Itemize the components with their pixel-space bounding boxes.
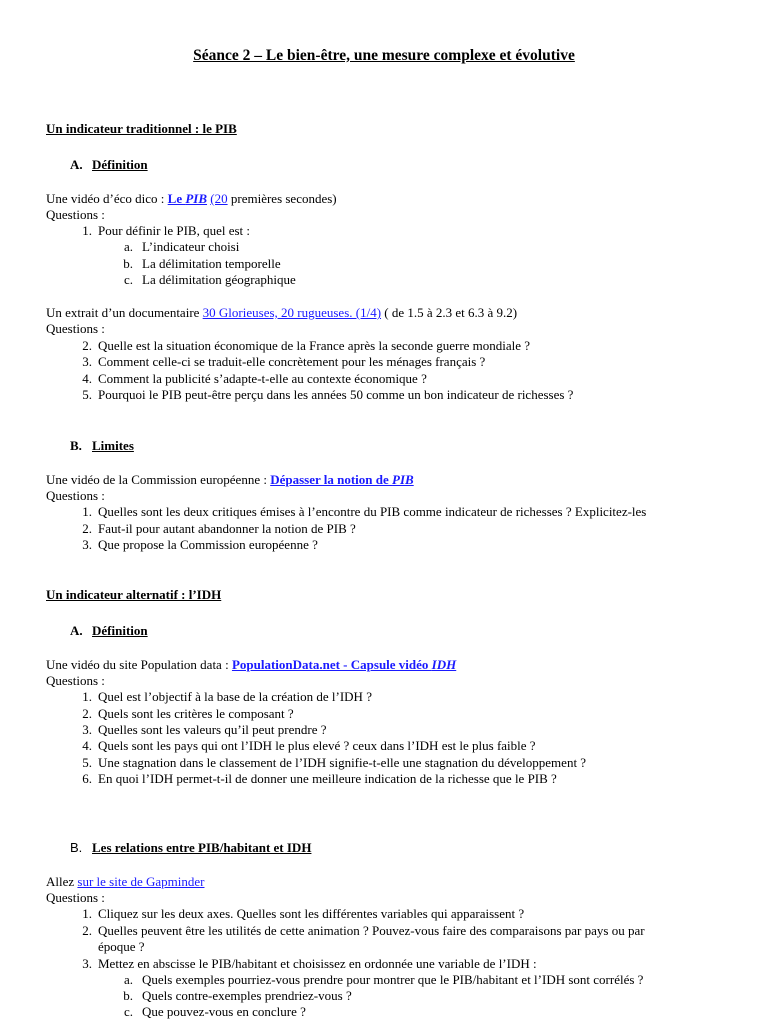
list-item-continuation: époque ? [98, 939, 145, 954]
page-title: Séance 2 – Le bien-être, une mesure complexe et évolutive [193, 47, 575, 64]
link-depasser-pib[interactable]: Dépasser la notion de PIB [270, 472, 414, 487]
list-item: 2. Quelle est la situation économique de la France après la seconde guerre mondiale ? [82, 338, 531, 353]
subsection-heading-definition-idh: A. Définition [70, 623, 148, 638]
list-item: 3. Comment celle-ci se traduit-elle concrètement pour les ménages français ? [82, 354, 486, 369]
section-heading-pib: Un indicateur traditionnel : le PIB [46, 121, 237, 136]
subsection-heading-limites: B. Limites [70, 438, 134, 453]
intro-eco-dico: Une vidéo d’éco dico : Le PIB (20 premières secondes) [46, 191, 337, 206]
list-item: 3. Que propose la Commission européenne ? [82, 537, 318, 552]
list-item: 5. Pourquoi le PIB peut-être perçu dans les années 50 comme un bon indicateur de richesses ? [82, 387, 574, 402]
list-item: 5. Une stagnation dans le classement de l’IDH signifie-t-elle une stagnation du développement ? [82, 755, 587, 770]
questions-label: Questions : [46, 207, 105, 222]
list-item: 2. Quels sont les critères le composant ? [82, 706, 294, 721]
list-item: 1. Cliquez sur les deux axes. Quelles sont les différentes variables qui apparaissent ? [82, 906, 525, 921]
list-item: 4. Quels sont les pays qui ont l’IDH le plus elevé ? ceux dans l’IDH est le plus faible ? [82, 738, 536, 753]
list-item: 2. Faut-il pour autant abandonner la notion de PIB ? [82, 521, 356, 536]
list-item: 3. Quelles sont les valeurs qu’il peut prendre ? [82, 722, 327, 737]
questions-label: Questions : [46, 673, 105, 688]
subsection-heading-definition-pib: A. Définition [70, 157, 148, 172]
intro-documentaire: Un extrait d’un documentaire 30 Glorieuses, 20 rugueuses. (1/4) ( de 1.5 à 2.3 et 6.3 à 9.2) [46, 305, 518, 320]
list-item: a. L’indicateur choisi [123, 239, 240, 254]
subsection-heading-relations: B. Les relations entre PIB/habitant et IDH [70, 840, 312, 855]
intro-commission: Une vidéo de la Commission européenne : Dépasser la notion de PIB [46, 472, 414, 487]
list-item: c. La délimitation géographique [123, 272, 296, 287]
intro-gapminder: Allez sur le site de Gapminder [46, 874, 205, 889]
link-le-pib[interactable]: Le PIB [167, 191, 208, 206]
list-item: 4. Comment la publicité s’adapte-t-elle au contexte économique ? [82, 371, 427, 386]
section-heading-idh: Un indicateur alternatif : l’IDH [46, 587, 222, 602]
questions-label: Questions : [46, 488, 105, 503]
list-item: c. Que pouvez-vous en conclure ? [123, 1004, 306, 1019]
list-item: b. Quels contre-exemples prendriez-vous ? [123, 988, 352, 1003]
questions-label: Questions : [46, 321, 105, 336]
link-30-glorieuses[interactable]: 30 Glorieuses, 20 rugueuses. (1/4) [202, 305, 382, 320]
intro-population-data: Une vidéo du site Population data : PopulationData.net - Capsule vidéo IDH [46, 657, 457, 672]
list-item: b. La délimitation temporelle [123, 256, 281, 271]
link-populationdata[interactable]: PopulationData.net - Capsule vidéo IDH [231, 657, 457, 672]
list-item: 1. Pour définir le PIB, quel est : [82, 223, 251, 238]
list-item: a. Quels exemples pourriez-vous prendre pour montrer que le PIB/habitant et l’IDH sont corrélés ? [123, 972, 644, 987]
list-item: 6. En quoi l’IDH permet-t-il de donner une meilleure indication de la richesse que le PIB ? [82, 771, 557, 786]
list-item: 1. Quelles sont les deux critiques émises à l’encontre du PIB comme indicateur de richesses ? Explicitez-les [82, 504, 647, 519]
link-20-seconds[interactable]: (20 [210, 191, 228, 206]
list-item: 3. Mettez en abscisse le PIB/habitant et choisissez en ordonnée une variable de l’IDH : [82, 956, 537, 971]
list-item: 1. Quel est l’objectif à la base de la création de l’IDH ? [82, 689, 372, 704]
list-item: 2. Quelles peuvent être les utilités de cette animation ? Pouvez-vous faire des comparaisons par pays ou par [82, 923, 645, 938]
questions-label: Questions : [46, 890, 105, 905]
link-gapminder[interactable]: sur le site de Gapminder [77, 874, 205, 889]
